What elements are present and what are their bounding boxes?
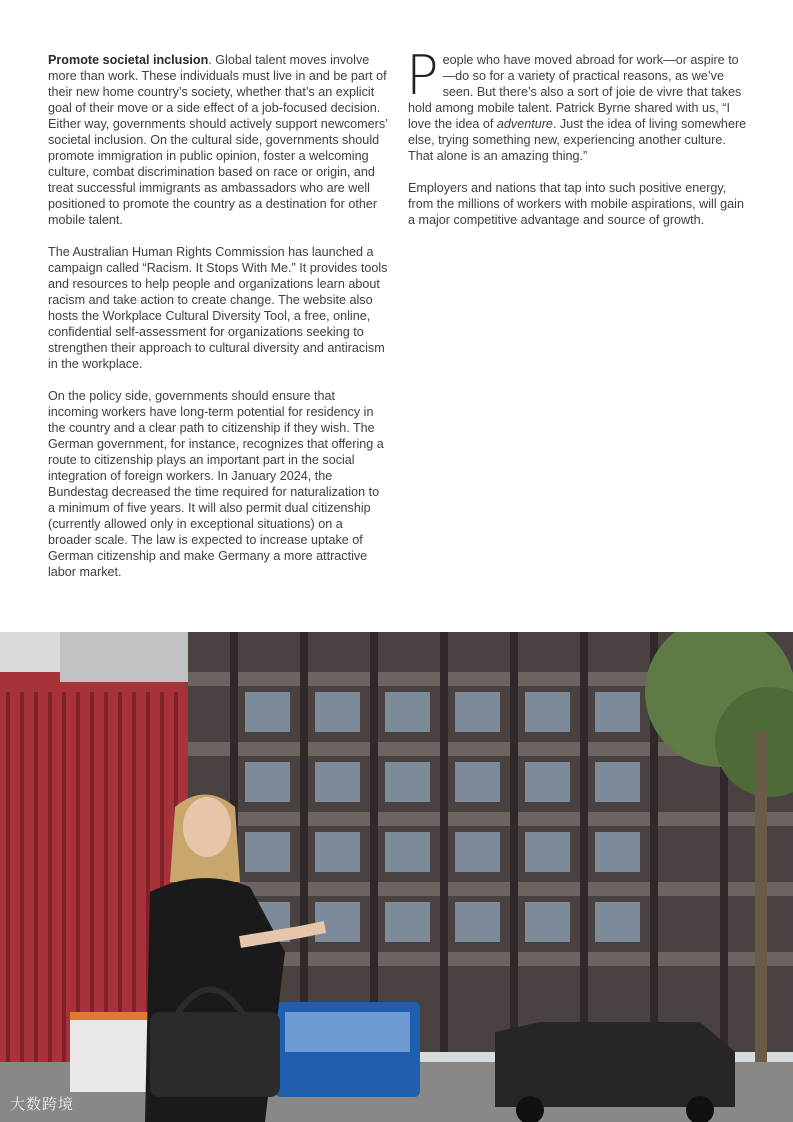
black-van bbox=[495, 1022, 735, 1107]
paragraph-text: eople who have moved abroad for work—or aspire to—do so for a variety of practical reasons, as we’ve seen. But there’s also a sort of joie de vivre that takes hold among mobile talent. Patrick Byrne shared with us, “I love the idea of bbox=[408, 53, 742, 131]
paragraph-text: . Global talent moves involve more than work. These individuals must live in and be part of their new home country’s society, whether that’s an explicit goal of their move or a side effect of a job-focused decision. Either way, governments should actively support newcomers’ societal inclusion. On the cultural side, governments should promote immigration in public opinion, foster a welcoming culture, combat discrimination based on race or origin, and treat successful immigrants as ambassadors who are well positioned to promote the country as a destination for other mobile talent. bbox=[48, 53, 388, 227]
paragraph-employers-nations: Employers and nations that tap into such positive energy, from the millions of workers with mobile aspirations, will gain a major competitive advantage and source of growth. bbox=[408, 181, 744, 227]
black-handbag bbox=[150, 1012, 280, 1097]
paragraph-joie-de-vivre bbox=[406, 44, 748, 164]
street-scene-illustration bbox=[0, 632, 793, 1122]
paragraph-policy-side: On the policy side, governments should ensure that incoming workers have long-term potential for residency in the country and a clear path to citizenship if they wish. The German government, for instance, recognizes that offering a route to citizenship plays an important part in the social integration of foreign workers. In January 2024, the Bundestag decreased the time required for naturalization to a minimum of five years. It will also permit dual citizenship (currently allowed only in exceptional situations) on a broader scale. The law is expected to increase uptake of German citizenship and make Germany a more attractive labor market. bbox=[48, 389, 384, 579]
paragraph-australian-commission: The Australian Human Rights Commission has launched a campaign called “Racism. It Stops With Me.” It provides tools and resources to help people and organizations learn about racism and take action to create change. The website also hosts the Workplace Cultural Diversity Tool, a free, online, confidential self-assessment for organizations seeking to strengthen their approach to cultural diversity and antiracism in the workplace. bbox=[48, 245, 388, 371]
left-column bbox=[48, 52, 388, 596]
emphasis-text: adventure bbox=[496, 117, 553, 131]
street-photo bbox=[0, 632, 793, 1122]
right-column bbox=[406, 44, 748, 244]
paragraph-societal-inclusion bbox=[48, 52, 388, 228]
watermark: 大数跨境 bbox=[10, 1095, 75, 1113]
paragraph-text: . Just the idea of living somewhere else, trying something new, experiencing another culture. That alone is an amazing thing.” bbox=[408, 117, 747, 163]
paragraph-lead: Promote societal inclusion bbox=[48, 53, 209, 67]
drop-cap: P bbox=[406, 44, 439, 107]
